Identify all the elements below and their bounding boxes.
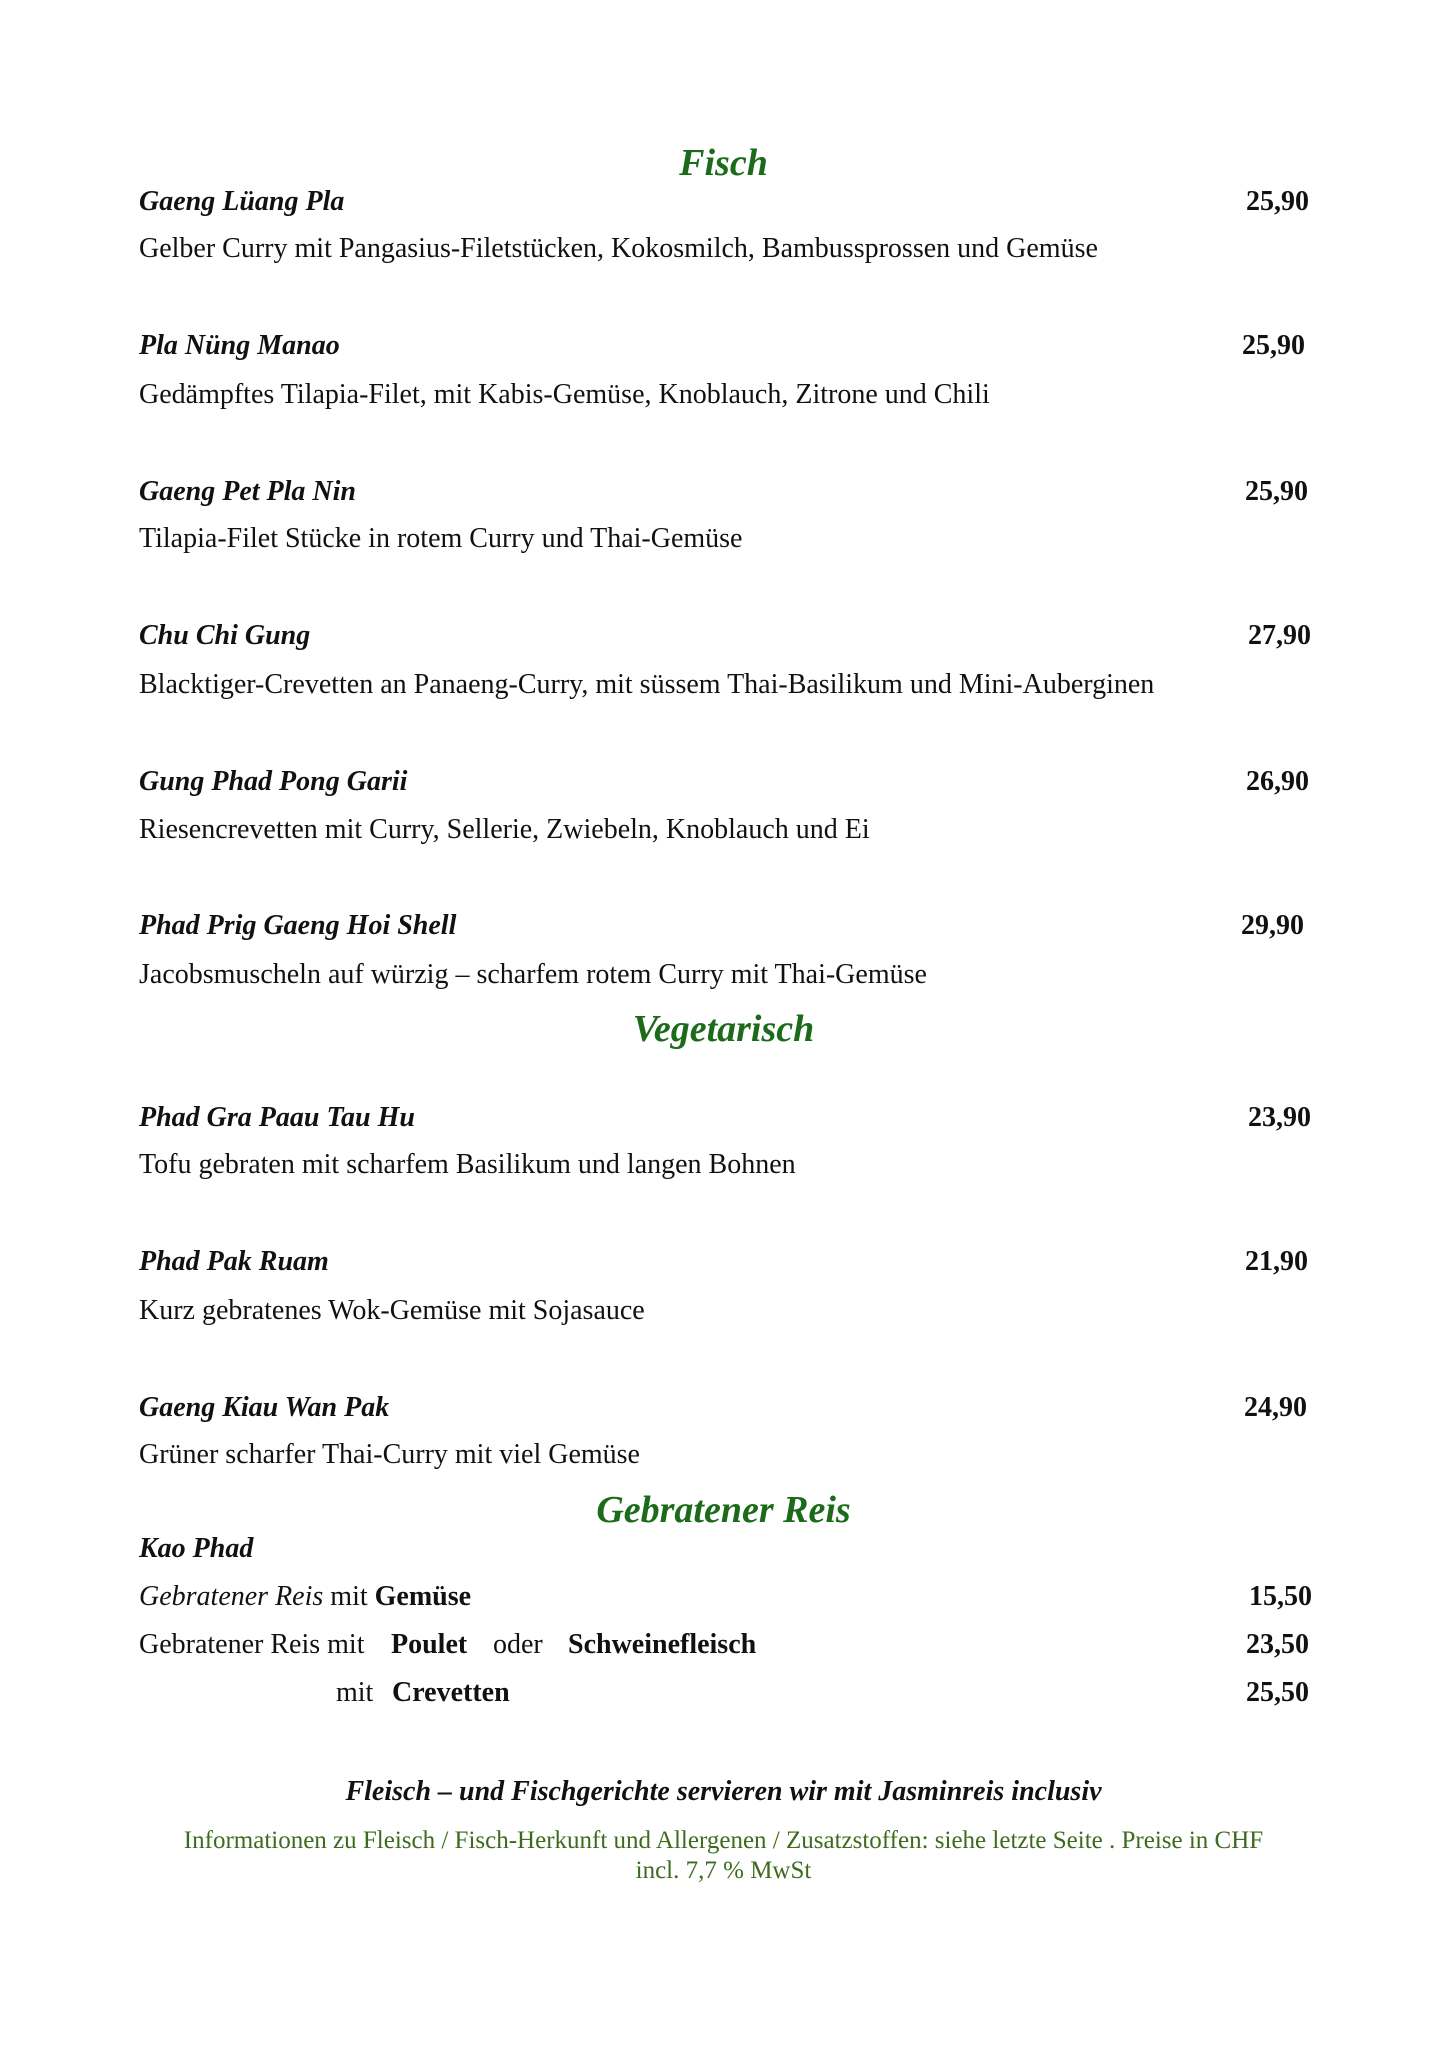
- rice-mit: mit: [336, 1677, 374, 1708]
- dish-name-kao-phad: Kao Phad: [139, 1533, 254, 1564]
- dish-description: Gelber Curry mit Pangasius-Filetstücken, Kokosmilch, Bambussprossen und Gemüse: [139, 233, 1098, 264]
- dish-description: Gedämpftes Tilapia-Filet, mit Kabis-Gemüse, Knoblauch, Zitrone und Chili: [139, 379, 990, 410]
- dish-name: Phad Pak Ruam: [139, 1246, 329, 1277]
- dish-price: 24,90: [1244, 1392, 1307, 1423]
- dish-name: Gung Phad Pong Garii: [139, 766, 408, 797]
- dish-description: Grüner scharfer Thai-Curry mit viel Gemüse: [139, 1439, 640, 1470]
- rice-option-crevetten-label: Crevetten: [392, 1677, 510, 1708]
- dish-price: 21,90: [1245, 1246, 1308, 1277]
- rice-option-schweinefleisch: Schweinefleisch: [568, 1629, 757, 1660]
- rice-price: 25,50: [1246, 1677, 1309, 1708]
- dish-description: Kurz gebratenes Wok-Gemüse mit Sojasauce: [139, 1295, 645, 1326]
- footer-jasmine-rice-note: Fleisch – und Fischgerichte servieren wir mit Jasminreis inclusiv: [345, 1776, 1102, 1807]
- rice-price: 15,50: [1249, 1581, 1312, 1612]
- footer-info-line-2: incl. 7,7 % MwSt: [635, 1857, 812, 1884]
- section-title-gebratener-reis: Gebratener Reis: [596, 1489, 851, 1531]
- dish-price: 25,90: [1246, 186, 1309, 217]
- rice-option-poulet: Poulet: [391, 1629, 468, 1660]
- rice-prefix: Gebratener Reis mit: [139, 1629, 365, 1660]
- dish-price: 27,90: [1248, 620, 1311, 651]
- dish-description: Riesencrevetten mit Curry, Sellerie, Zwiebeln, Knoblauch und Ei: [139, 814, 870, 845]
- section-title-fisch: Fisch: [679, 142, 768, 184]
- dish-description: Jacobsmuscheln auf würzig – scharfem rotem Curry mit Thai-Gemüse: [139, 959, 927, 990]
- dish-price: 25,90: [1242, 330, 1305, 361]
- dish-price: 26,90: [1246, 766, 1309, 797]
- dish-description: Blacktiger-Crevetten an Panaeng-Curry, mit süssem Thai-Basilikum und Mini-Auberginen: [139, 669, 1155, 700]
- rice-or: oder: [493, 1629, 543, 1660]
- dish-name: Gaeng Lüang Pla: [139, 186, 345, 217]
- dish-name: Phad Prig Gaeng Hoi Shell: [139, 910, 457, 941]
- rice-option: Gemüse: [374, 1581, 472, 1612]
- dish-name: Pla Nüng Manao: [139, 330, 340, 361]
- rice-price: 23,50: [1246, 1629, 1309, 1660]
- footer-info-line-1: Informationen zu Fleisch / Fisch-Herkunft und Allergenen / Zusatzstoffen: siehe letzte Seite . Preise in CHF: [183, 1827, 1264, 1854]
- dish-description: Tofu gebraten mit scharfem Basilikum und langen Bohnen: [139, 1149, 796, 1180]
- dish-price: 23,90: [1248, 1102, 1311, 1133]
- rice-mit: mit: [330, 1581, 368, 1612]
- dish-name: Phad Gra Paau Tau Hu: [139, 1102, 415, 1133]
- dish-price: 25,90: [1245, 476, 1308, 507]
- dish-name: Chu Chi Gung: [139, 620, 311, 651]
- dish-price: 29,90: [1241, 910, 1304, 941]
- dish-description: Tilapia-Filet Stücke in rotem Curry und Thai-Gemüse: [139, 523, 743, 554]
- section-title-vegetarisch: Vegetarisch: [632, 1008, 815, 1050]
- rice-prefix: Gebratener Reis: [139, 1581, 324, 1612]
- dish-name: Gaeng Kiau Wan Pak: [139, 1392, 390, 1423]
- dish-name: Gaeng Pet Pla Nin: [139, 476, 356, 507]
